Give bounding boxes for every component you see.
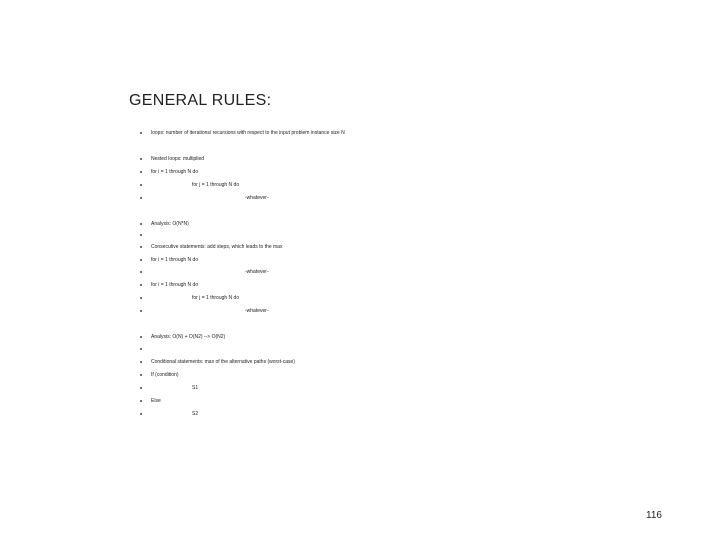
bullet-icon — [140, 223, 142, 225]
bullet-icon — [140, 310, 142, 312]
bullet-icon — [140, 171, 142, 173]
bullet-icon — [140, 400, 142, 402]
bullet-icon — [140, 132, 142, 134]
bullet-list: loops: number of iterations/ recursions with respect to the input problem instance size N Nested loops: multiplied for i = 1 through N do for j = 1 through N do -whatever- Analysis: O(N*N) Consecutive statements: add steps, which leads to the max for i = 1 through N do -whatever- for i = 1 through N do for j = 1 through N do -whatever- Analysis: O(N) + O(N2) --> O(N2) Conditional statements: max of the alternative paths (worst-case) If (condition) S1 Else S2 — [0, 0, 720, 540]
bullet-icon — [140, 284, 142, 286]
bullet-icon — [140, 197, 142, 199]
slide-title: GENERAL RULES: — [129, 92, 272, 109]
bullet-icon — [140, 336, 142, 338]
bullet-icon — [140, 184, 142, 186]
bullet-icon — [140, 413, 142, 415]
bullet-icon — [140, 158, 142, 160]
bullet-icon — [140, 271, 142, 273]
bullet-icon — [140, 361, 142, 363]
bullet-icon — [140, 246, 142, 248]
bullet-icon — [140, 259, 142, 261]
bullet-icon — [140, 374, 142, 376]
bullet-icon — [140, 387, 142, 389]
bullet-icon — [140, 348, 142, 350]
bullet-icon — [140, 297, 142, 299]
page-number: 116 — [646, 510, 662, 521]
bullet-icon — [140, 234, 142, 236]
